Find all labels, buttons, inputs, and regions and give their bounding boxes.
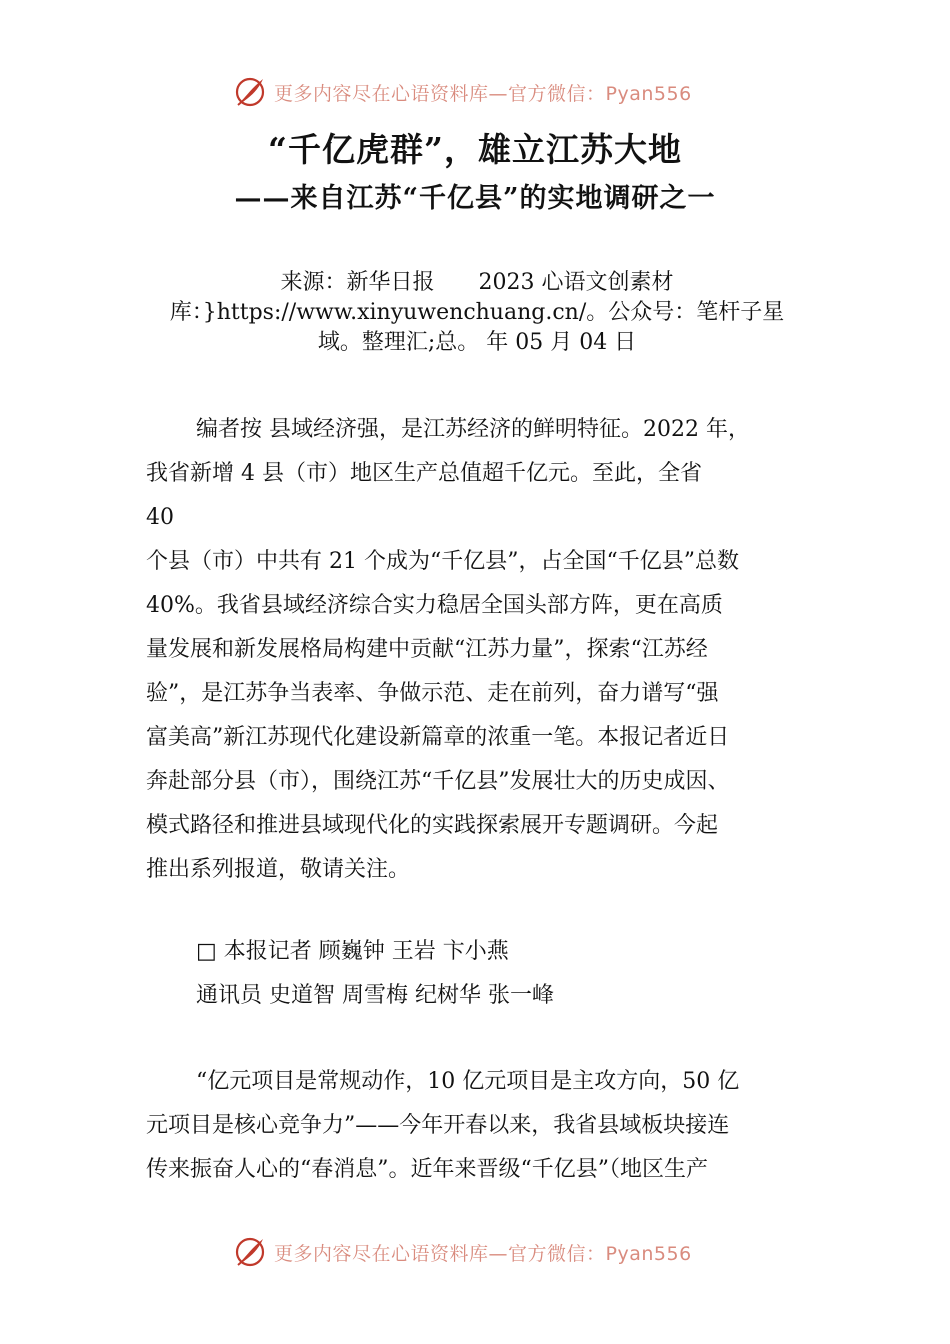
text-line: 富美高”新江苏现代化建设新篇章的浓重一笔。本报记者近日: [146, 725, 730, 750]
quill-seal-icon: [232, 74, 268, 110]
text-line: 元项目是核心竞争力”——今年开春以来，我省县域板块接连: [146, 1113, 730, 1138]
text-line: 40: [146, 505, 174, 530]
watermark-header: [232, 74, 752, 110]
text-line: 量发展和新发展格局构建中贡献“江苏力量”，探索“江苏经: [146, 637, 708, 662]
article-body: [146, 1060, 826, 1192]
text-line: 模式路径和推进县域现代化的实践探索展开专题调研。今起: [146, 813, 719, 838]
editor-note: [146, 408, 826, 892]
quill-seal-icon: [232, 1234, 268, 1270]
watermark-text: 更多内容尽在心语资料库—官方微信：Pyan556: [274, 82, 692, 105]
text-line: 我省新增 4 县（市）地区生产总值超千亿元。至此，全省: [146, 461, 702, 486]
text-line: 40%。我省县域经济综合实力稳居全国头部方阵，更在高质: [146, 593, 723, 618]
article-title: “千亿虎群”，雄立江苏大地: [268, 130, 682, 169]
source-line: 域。整理汇;总。 年 05 月 04 日: [317, 330, 637, 355]
text-line: 编者按 县域经济强，是江苏经济的鲜明特征。2022 年，: [196, 417, 750, 442]
source-info: [132, 268, 822, 358]
watermark-footer: [232, 1234, 752, 1270]
text-line: 推出系列报道，敬请关注。: [146, 857, 411, 882]
watermark-text: 更多内容尽在心语资料库—官方微信：Pyan556: [274, 1242, 692, 1265]
text-line: 传来振奋人心的“春消息”。近年来晋级“千亿县”（地区生产: [146, 1157, 708, 1182]
text-line: 验”，是江苏争当表率、争做示范、走在前列，奋力谱写“强: [146, 681, 719, 706]
text-line: 奔赴部分县（市），围绕江苏“千亿县”发展壮大的历史成因、: [146, 769, 730, 794]
source-line: 来源：新华日报 2023 心语文创素材: [280, 270, 674, 295]
source-line: 库：}https://www.xinyuwenchuang.cn/。公众号：笔杆子星: [169, 300, 785, 325]
text-line: 个县（市）中共有 21 个成为“千亿县”，占全国“千亿县”总数: [146, 549, 739, 574]
reporters-line: □ 本报记者 顾巍钟 王岩 卞小燕: [196, 939, 509, 964]
text-line: “亿元项目是常规动作，10 亿元项目是主攻方向，50 亿: [196, 1069, 740, 1094]
article-subtitle: ——来自江苏“千亿县”的实地调研之一: [234, 183, 716, 214]
byline: [146, 930, 826, 1018]
correspondents-line: 通讯员 史道智 周雪梅 纪树华 张一峰: [196, 983, 554, 1008]
